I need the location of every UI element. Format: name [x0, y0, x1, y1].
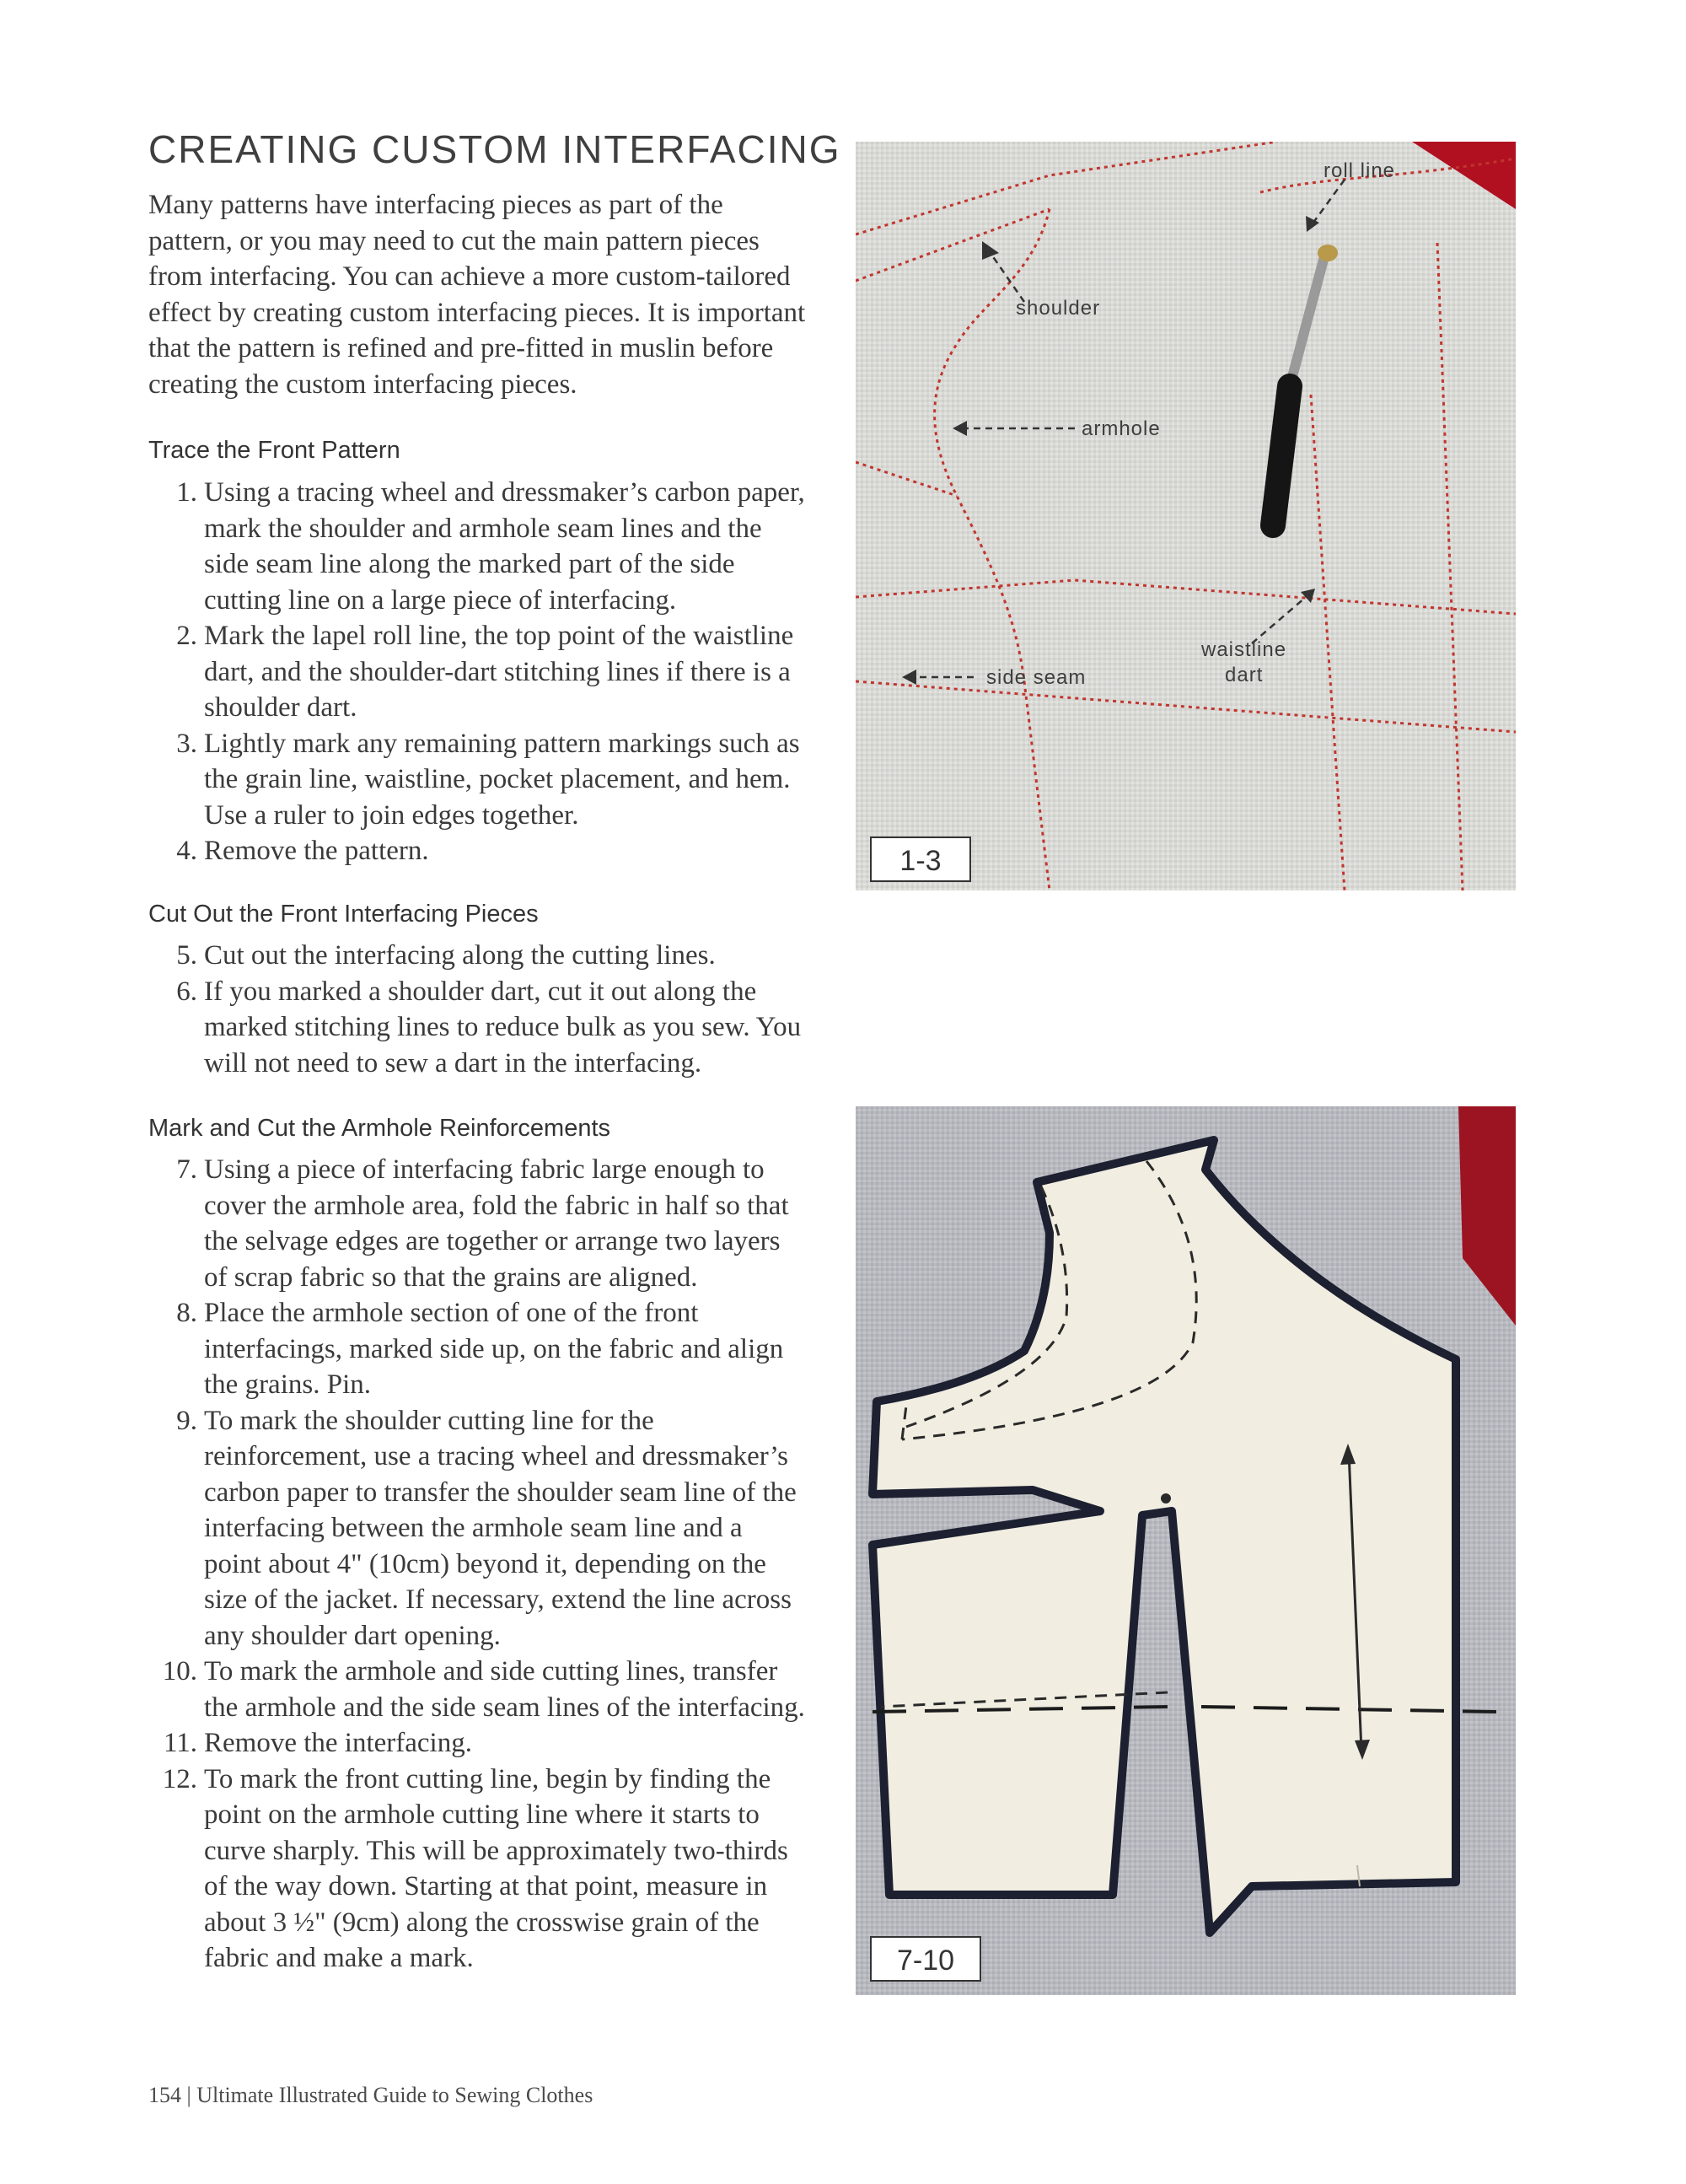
footer-separator: |: [186, 2083, 191, 2107]
label-shoulder: shoulder: [1016, 297, 1101, 320]
label-armhole: armhole: [1082, 417, 1161, 440]
label-waistline: waistline: [1201, 638, 1287, 661]
interfacing-fabric: [856, 142, 1516, 890]
steps-list-cut-out: [148, 938, 806, 1081]
list-item: 4. Remove the pattern.: [176, 836, 429, 866]
figure-tag-1-3: [871, 837, 970, 881]
book-title: Ultimate Illustrated Guide to Sewing Clothes: [196, 2083, 593, 2107]
figure-armhole-photo: [856, 1106, 1516, 1995]
list-item: 10. To mark the armhole and side cutting lines, transfer the armhole and the side seam lines of the interfacing.: [162, 1656, 805, 1723]
section-heading-armhole: Mark and Cut the Armhole Reinforcements: [148, 1115, 611, 1142]
list-item: 3. Lightly mark any remaining pattern markings such as the grain line, waistline, pocket placement, and hem. Use a ruler to join edges together.: [176, 728, 800, 831]
label-roll-line: roll line: [1324, 159, 1396, 182]
list-item: 1. Using a tracing wheel and dressmaker’s carbon paper, mark the shoulder and armhole seam lines and the side seam line along the marked part of the side cutting line on a large piece of interfacing.: [176, 477, 805, 616]
steps-list-armhole: [148, 1152, 806, 1977]
section-heading-trace: Trace the Front Pattern: [148, 437, 400, 464]
list-item: 9. To mark the shoulder cutting line for the reinforcement, use a tracing wheel and dressmaker’s carbon paper to transfer the shoulder seam line of the interfacing between the armhole seam line and a point about 4" (10cm) beyond it, depending on the size of the jacket. If necessary, extend the line across any shoulder dart opening.: [176, 1405, 797, 1651]
steps-list-trace: [148, 475, 806, 869]
intro-paragraph: Many patterns have interfacing pieces as part of the pattern, or you may need to cut the main pattern pieces from interfacing. You can achieve a more custom-tailored effect by creating custom interfacing pieces. It is important that the pattern is refined and pre-fitted in muslin before creating the custom interfacing pieces.: [148, 190, 806, 400]
page-title: CREATING CUSTOM INTERFACING: [148, 127, 841, 171]
figure-tracing-photo: [856, 142, 1516, 890]
list-item: 8. Place the armhole section of one of the front interfacings, marked side up, on the fabric and align the grains. Pin.: [176, 1298, 784, 1400]
section-heading-cut-out: Cut Out the Front Interfacing Pieces: [148, 901, 539, 928]
list-item: 7. Using a piece of interfacing fabric large enough to cover the armhole area, fold the fabric in half so that the selvage edges are together or arrange two layers of scrap fabric so that the grains are aligned.: [176, 1154, 789, 1293]
label-side-seam: side seam: [986, 666, 1087, 689]
page-number: 154: [148, 2083, 181, 2107]
list-item: 11. Remove the interfacing.: [163, 1728, 472, 1758]
list-item: 12. To mark the front cutting line, begin by finding the point on the armhole cutting line where it starts to curve sharply. This will be approximately two-thirds of the way down. Starting at that point, measure in about 3 ½" (9cm) along the crosswise grain of the fabric and make a mark.: [162, 1763, 788, 1973]
figure-tag-7-10: [871, 1937, 980, 1981]
label-dart: dart: [1225, 664, 1264, 686]
svg-text:1-3: 1-3: [899, 845, 942, 877]
list-item: 2. Mark the lapel roll line, the top point of the waistline dart, and the shoulder-dart stitching lines if there is a shoulder dart.: [176, 621, 794, 723]
list-item: 6. If you marked a shoulder dart, cut it out along the marked stitching lines to reduce bulk as you sew. You will not need to sew a dart in the interfacing.: [176, 976, 802, 1079]
page-footer: [148, 2083, 593, 2108]
list-item: 5. Cut out the interfacing along the cutting lines.: [176, 940, 716, 971]
svg-text:7-10: 7-10: [896, 1945, 955, 1977]
